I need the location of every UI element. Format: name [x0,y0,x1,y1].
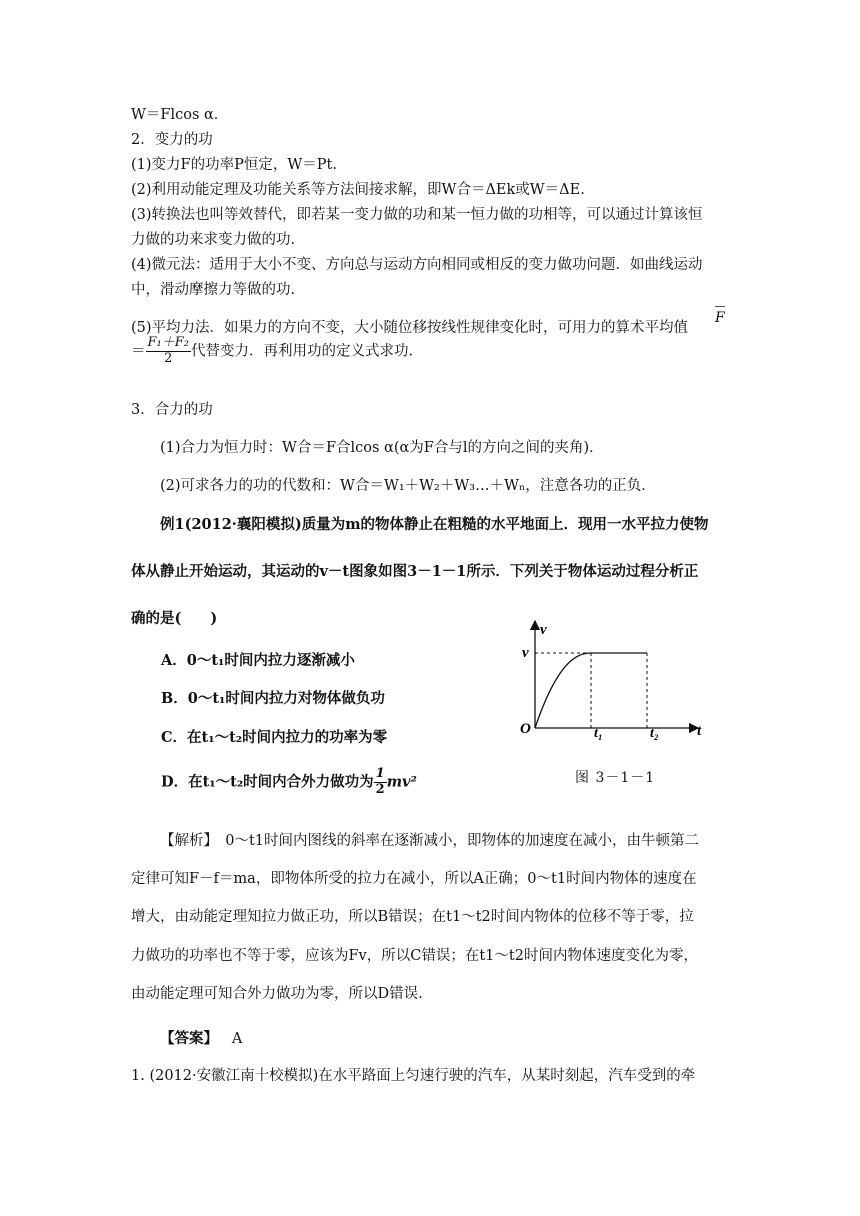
heading-variable-force-work: 2．变力的功 [131,132,213,148]
origin-label: O [520,721,531,737]
analysis-line-2: 定律可知F－f＝ma，即物体所受的拉力在减小，所以A正确；0～t1时间内物体的速度在 [131,871,697,887]
heading-resultant-work: 3．合力的功 [131,402,213,418]
x-axis-label: t [697,723,702,739]
velocity-curve [535,653,591,728]
option-a: A．0～t₁时间内拉力逐渐减小 [161,652,355,669]
v-tick-label: v [522,645,529,661]
fraction-denominator: 2 [164,350,173,366]
answer-value: A [231,1031,243,1047]
t1-tick-label: t₁ [594,726,603,741]
vt-graph [510,615,710,745]
option-c: C．在t₁～t₂时间内拉力的功率为零 [161,729,388,746]
line-method-5b [131,336,413,367]
answer-label: 【答案】 [160,1030,218,1047]
average-force-symbol: F [715,306,725,327]
line-method-4a: (4)微元法：适用于大小不变、方向总与运动方向相同或相反的变力做功问题．如曲线运动 [131,257,703,273]
question-1-line: 1. (2012·安徽江南十校模拟)在水平路面上匀速行驶的汽车，从某时刻起，汽车受到的牵 [131,1068,696,1084]
line-resultant-1: (1)合力为恒力时：W合＝F合lcos α(α为F合与l的方向之间的夹角)． [160,440,604,456]
figure-caption: 图 3－1－1 [575,770,656,786]
option-d-tail: mv² [386,773,417,791]
option-d-num: 1 [375,766,385,781]
option-d-fraction [374,767,387,798]
example-line-2: 体从静止开始运动，其运动的v－t图象如图3－1－1所示．下列关于物体运动过程分析正 [131,563,699,580]
option-d-text: D．在t₁～t₂时间内合外力做功为 [161,773,374,791]
line-method-2: (2)利用动能定理及功能关系等方法间接求解，即W合＝ΔEk或W＝ΔE. [131,182,585,198]
analysis-line-3: 增大，由动能定理知拉力做正功，所以B错误；在t1～t2时间内物体的位移不等于零，拉 [131,909,694,925]
line-resultant-2: (2)可求各力的功的代数和：W合＝W₁＋W₂＋W₃…＋Wₙ，注意各功的正负． [160,478,656,494]
option-d [161,767,417,798]
line-formula-w: W＝Flcos α． [131,107,229,123]
t2-tick-label: t₂ [650,726,659,741]
example-line-1: 例1(2012·襄阳模拟)质量为m的物体静止在粗糙的水平地面上．现用一水平拉力使物 [160,516,709,533]
example-line-3: 确的是( ) [131,610,218,627]
y-axis-label: v [540,622,547,638]
option-d-den: 2 [375,781,385,797]
fraction-numerator: F₁＋F₂ [147,335,189,350]
analysis-line-1: 【解析】 0～t1时间内图线的斜率在逐渐减小，即物体的加速度在减小，由牛顿第二 [160,833,700,849]
line-method-4b: 中，滑动摩擦力等做的功. [131,282,296,298]
answer-line [160,1030,242,1048]
option-b: B．0～t₁时间内拉力对物体做负功 [161,690,385,707]
line-method-1: (1)变力F的功率P恒定，W＝Pt. [131,157,337,173]
line-method-3b: 力做的功来求变力做的功. [131,232,296,248]
analysis-line-4: 力做功的功率也不等于零，应该为Fv，所以C错误；在t1～t2时间内物体速度变化为零， [131,948,698,964]
series-layer [535,653,647,728]
method-5-rest: 代替变力．再利用功的定义式求功. [190,343,414,360]
average-fraction [146,336,191,367]
line-method-3a: (3)转换法也叫等效替代，即若某一变力做的功和某一恒力做的功相等，可以通过计算该恒 [131,207,703,223]
equals-sign: ＝ [131,343,146,360]
analysis-line-5: 由动能定理可知合外力做功为零，所以D错误. [131,986,423,1002]
line-method-5a: (5)平均力法．如果力的方向不变，大小随位移按线性规律变化时，可用力的算术平均值 [131,320,689,336]
